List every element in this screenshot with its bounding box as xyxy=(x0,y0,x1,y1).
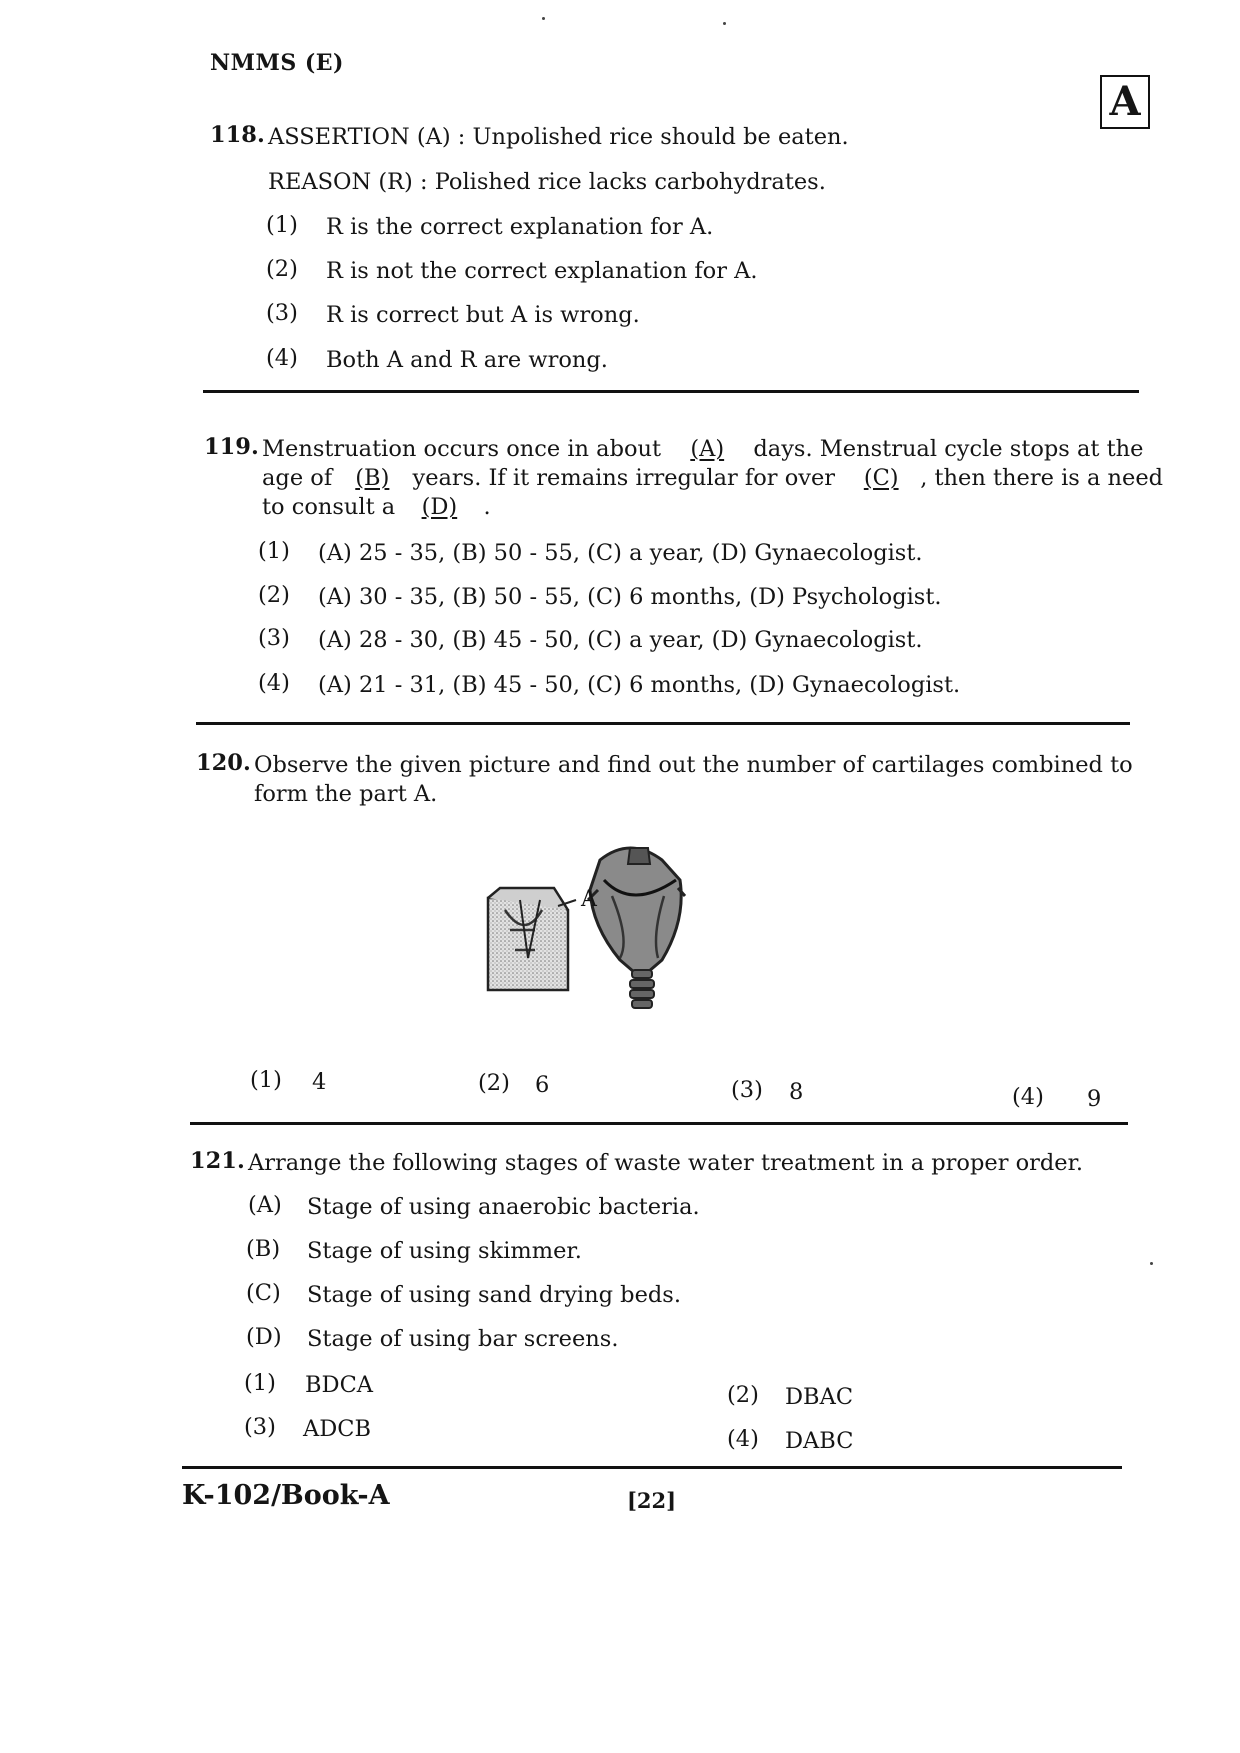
option-text: BDCA xyxy=(305,1372,374,1398)
divider-line xyxy=(196,722,1130,725)
cartilage-box xyxy=(488,898,568,990)
stage-text: Stage of using bar screens. xyxy=(307,1326,619,1352)
option-text: (A) 30 - 35, (B) 50 - 55, (C) 6 months, (D) Psychologist. xyxy=(318,584,942,610)
divider-line xyxy=(182,1466,1122,1469)
blank-a: (A) xyxy=(690,436,725,462)
trachea-ring xyxy=(630,980,654,988)
larynx-figure xyxy=(480,840,740,1020)
stage-label: (C) xyxy=(246,1280,281,1306)
option-text: DABC xyxy=(785,1428,854,1454)
exam-title: NMMS (E) xyxy=(210,50,344,76)
option-number: (4) xyxy=(258,670,290,696)
scan-speck xyxy=(723,22,726,25)
text-fragment: age of xyxy=(262,465,333,491)
option-number: (1) xyxy=(258,538,290,564)
stage-text: Stage of using sand drying beds. xyxy=(307,1282,681,1308)
stage-text: Stage of using skimmer. xyxy=(307,1238,582,1264)
trachea-ring xyxy=(632,1000,652,1008)
divider-line xyxy=(203,390,1139,393)
question-number: 121. xyxy=(190,1148,245,1174)
question-line: Arrange the following stages of waste water treatment in a proper order. xyxy=(248,1150,1084,1176)
divider-line xyxy=(190,1122,1128,1125)
question-number: 119. xyxy=(204,434,259,460)
booklet-code: K-102/Book-A xyxy=(182,1480,390,1511)
larynx-body xyxy=(590,848,681,972)
option-number: (1) xyxy=(244,1370,276,1396)
question-line xyxy=(262,434,1143,464)
option-number: (2) xyxy=(258,582,290,608)
option-number: (3) xyxy=(244,1414,276,1440)
reason-text: REASON (R) : Polished rice lacks carbohydrates. xyxy=(268,169,826,195)
option-number: (2) xyxy=(727,1382,759,1408)
option-text: R is correct but A is wrong. xyxy=(326,302,640,328)
option-text: (A) 25 - 35, (B) 50 - 55, (C) a year, (D) Gynaecologist. xyxy=(318,540,923,566)
stage-label: (D) xyxy=(246,1324,282,1350)
option-text: R is the correct explanation for A. xyxy=(326,214,714,240)
option-number: (3) xyxy=(258,625,290,651)
question-number: 118. xyxy=(210,122,265,148)
figure-label-a: A xyxy=(581,887,597,912)
option-number: (1) xyxy=(250,1067,282,1093)
blank-c: (C) xyxy=(863,465,899,491)
option-text: DBAC xyxy=(785,1384,854,1410)
option-number: (4) xyxy=(266,345,298,371)
assertion-text: ASSERTION (A) : Unpolished rice should be eaten. xyxy=(268,124,849,150)
option-number: (3) xyxy=(266,300,298,326)
option-number: (4) xyxy=(727,1426,759,1452)
option-text: (A) 28 - 30, (B) 45 - 50, (C) a year, (D) Gynaecologist. xyxy=(318,627,923,653)
blank-b: (B) xyxy=(355,465,390,491)
option-text: Both A and R are wrong. xyxy=(326,347,608,373)
text-fragment: days. Menstrual cycle stops at the xyxy=(753,436,1144,462)
stage-text: Stage of using anaerobic bacteria. xyxy=(307,1194,700,1220)
text-fragment: years. If it remains irregular for over xyxy=(412,465,836,491)
option-number: (2) xyxy=(266,256,298,282)
option-text: 9 xyxy=(1087,1086,1102,1112)
scan-speck xyxy=(1150,1262,1153,1265)
page-number: [22] xyxy=(627,1488,677,1513)
text-fragment: . xyxy=(483,494,491,520)
text-fragment: Menstruation occurs once in about xyxy=(262,436,662,462)
stage-label: (B) xyxy=(246,1236,281,1262)
option-number: (3) xyxy=(731,1077,763,1103)
option-number: (1) xyxy=(266,212,298,238)
question-line: Observe the given picture and find out the number of cartilages combined to xyxy=(254,752,1133,778)
stage-label: (A) xyxy=(248,1192,282,1218)
blank-d: (D) xyxy=(421,494,458,520)
question-line xyxy=(262,463,1163,493)
option-number: (2) xyxy=(478,1070,510,1096)
option-text: (A) 21 - 31, (B) 45 - 50, (C) 6 months, (D) Gynaecologist. xyxy=(318,672,961,698)
text-fragment: , then there is a need xyxy=(920,465,1164,491)
option-number: (4) xyxy=(1012,1084,1044,1110)
set-code-box: A xyxy=(1100,75,1150,129)
scan-speck xyxy=(542,17,545,20)
question-line xyxy=(262,492,491,522)
text-fragment: to consult a xyxy=(262,494,396,520)
option-text: R is not the correct explanation for A. xyxy=(326,258,758,284)
option-text: 4 xyxy=(312,1069,327,1095)
option-text: 6 xyxy=(535,1072,550,1098)
option-text: ADCB xyxy=(303,1416,372,1442)
question-number: 120. xyxy=(196,750,251,776)
trachea-ring xyxy=(630,990,654,998)
option-text: 8 xyxy=(789,1079,804,1105)
question-line: form the part A. xyxy=(254,781,438,807)
trachea-ring xyxy=(632,970,652,978)
